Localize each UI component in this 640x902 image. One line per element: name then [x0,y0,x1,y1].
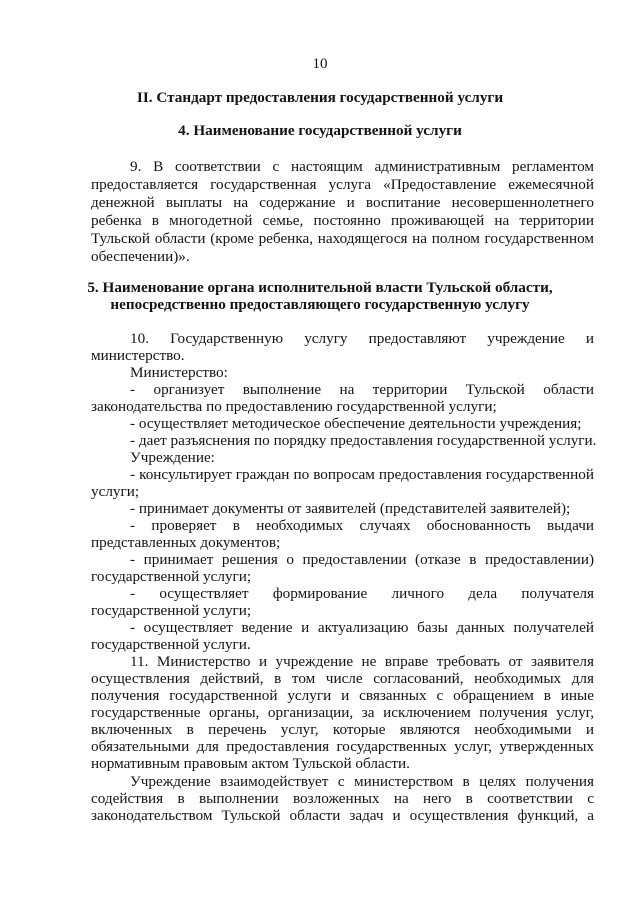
para-9-line: 9. В соответствии с настоящим административным регламентом [130,158,594,175]
para-11-line: государственные органы, организации, за исключением получения услуг, [91,704,594,721]
list-item: - проверяет в необходимых случаях обоснованность выдачи [130,517,594,534]
list-item: - осуществляет ведение и актуализацию базы данных получателей [130,619,594,636]
list-item: - организует выполнение на территории Тульской области [130,381,594,398]
list-item-continuation: государственной услуги. [91,636,251,653]
para-11-line: включенных в перечень услуг, которые являются необходимыми и [91,721,594,738]
list-item: - осуществляет методическое обеспечение деятельности учреждения; [130,415,582,432]
list-item: - консультирует граждан по вопросам предоставления государственной [130,466,594,483]
list-item: - осуществляет формирование личного дела получателя [130,585,594,602]
section-heading: II. Стандарт предоставления государственной услуги [136,89,504,106]
para-11-line: осуществления действий, в том числе согласований, необходимых для [91,670,594,687]
para-10-line: Министерство: [130,364,228,381]
para-9-line: денежной выплаты на содержание и воспитание несовершеннолетнего [91,194,594,211]
para-12-line: содействия в выполнении возложенных на него в соответствии с [91,790,594,807]
para-11-line: получения государственной услуги и связанных с обращением в иные [91,687,594,704]
list-item: - принимает решения о предоставлении (отказе в предоставлении) [130,551,594,568]
list-item: - дает разъяснения по порядку предоставления государственной услуги. [130,432,597,449]
para-10-line: министерство. [91,347,185,364]
list-item-continuation: государственной услуги; [91,602,252,619]
para-11-line: 11. Министерство и учреждение не вправе требовать от заявителя [130,653,594,670]
list-item: - принимает документы от заявителей (представителей заявителей); [130,500,571,517]
para-12-line: Учреждение взаимодействует с министерством в целях получения [130,773,594,790]
para-10-line: 10. Государственную услугу предоставляют учреждение и [130,330,594,347]
para-10-line: Учреждение: [130,449,215,466]
para-9-line: ребенка в многодетной семье, постоянно проживающей на территории [91,212,594,229]
para-11-line: обязательными для предоставления государственных услуг, утвержденных [91,738,594,755]
para-11-line: нормативным правовым актом Тульской области. [91,755,410,772]
list-item-continuation: представленных документов; [91,534,281,551]
para-9-line: предоставляется государственная услуга «Предоставление ежемесячной [91,176,594,193]
para-9-line: Тульской области (кроме ребенка, находящегося на полном государственном [91,230,594,247]
page-number: 10 [312,56,328,72]
para-12-line: законодательством Тульской области задач и осуществления функций, а [91,807,594,824]
subsection-4-heading: 4. Наименование государственной услуги [178,122,462,139]
para-9-line: обеспечении)». [91,248,190,265]
list-item-continuation: государственной услуги; [91,568,252,585]
subsection-5-heading-line1: 5. Наименование органа исполнительной власти Тульской области, [87,279,553,296]
list-item-continuation: услуги; [91,483,140,500]
list-item-continuation: законодательства по предоставлению государственной услуги; [91,398,497,415]
subsection-5-heading-line2: непосредственно предоставляющего государственную услугу [110,296,530,313]
